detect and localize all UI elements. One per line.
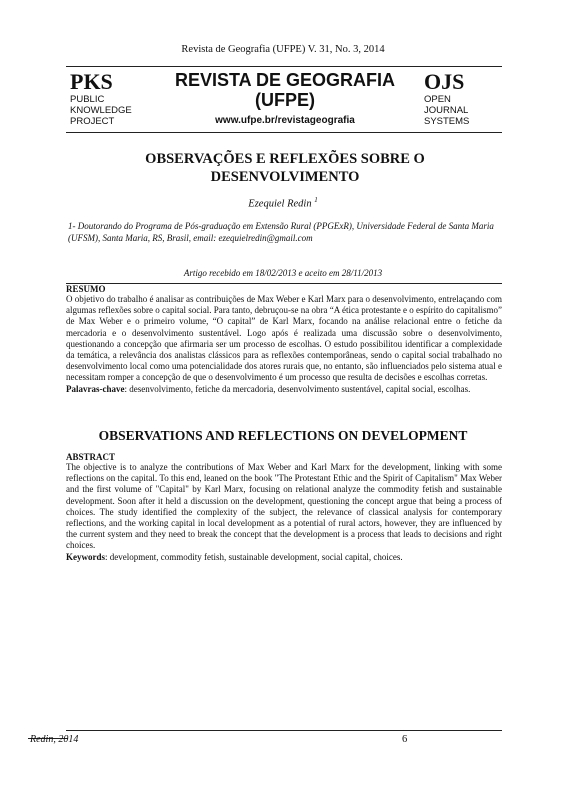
keywords-label-en: Keywords	[66, 551, 105, 562]
resumo-section	[66, 284, 502, 395]
ojs-subtitle	[424, 94, 469, 127]
journal-title-line2: (UFPE)	[255, 90, 315, 110]
pks-subtitle	[70, 94, 132, 127]
resumo-keywords	[66, 384, 502, 395]
abstract-keywords	[66, 552, 502, 563]
abstract-text: The objective is to analyze the contributions of Max Weber and Karl Marx for the development, linking with some reflections on the capital. To this end, leaned on the book "The Protestant Ethic and the Spirit of Capitalism" Max Weber and the first volume of "Capital" by Karl Marx, focusing on relational analyze the commodity fetish and sustainable development. Soon after it held a discussion on the development, questioning the concept argue that being a process of choices. The study identified the complexity of the subject, the relevance of classical analysis for contemporary reflections, and the working capital in local development as a potential of rural actors, however, they are influenced by the current system and they need to break the concept that the development is a process that leads to decisions and right choices.	[66, 462, 502, 551]
author-footnote-mark: 1	[314, 196, 318, 204]
ojs-logo: OJS	[424, 69, 465, 94]
resumo-heading: RESUMO	[66, 284, 106, 294]
pks-sub-line: PROJECT	[70, 116, 115, 127]
pks-sub-line: KNOWLEDGE	[70, 105, 132, 116]
keywords-en: : development, commodity fetish, sustainable development, social capital, choices.	[105, 551, 403, 562]
page-number: 6	[402, 734, 408, 745]
article-title-en: OBSERVATIONS AND REFLECTIONS ON DEVELOPMENT	[98, 428, 468, 443]
footer-citation: Redin, 2014	[30, 734, 79, 745]
journal-title	[150, 70, 420, 110]
ojs-sub-line: SYSTEMS	[424, 116, 470, 127]
pks-logo: PKS	[70, 69, 113, 94]
abstract-heading: ABSTRACT	[66, 452, 116, 462]
article-title-pt	[90, 150, 480, 186]
footer-rule	[66, 730, 502, 731]
article-title-line2: DESENVOLVIMENTO	[210, 169, 360, 185]
journal-title-line1: REVISTA DE GEOGRAFIA	[174, 70, 396, 90]
abstract-section	[66, 452, 502, 563]
keywords-pt: : desenvolvimento, fetiche da mercadoria, desenvolvimento sustentável, capital social, escolhas.	[124, 383, 471, 394]
ojs-sub-line: JOURNAL	[424, 105, 469, 116]
author-name	[0, 196, 566, 210]
pks-sub-line: PUBLIC	[70, 94, 105, 105]
journal-citation: Revista de Geografia (UFPE) V. 31, No. 3, 2014	[181, 44, 385, 55]
keywords-label-pt: Palavras-chave	[66, 383, 125, 394]
ojs-sub-line: OPEN	[424, 94, 451, 105]
author-affiliation: 1- Doutorando do Programa de Pós-graduação em Extensão Rural (PPGExR), Universidade Federal de Santa Maria (UFSM), Santa Maria, RS, Brasil, email: ezequielredin@gmail.com	[68, 221, 494, 243]
article-title-line1: OBSERVAÇÕES E REFLEXÕES SOBRE O	[145, 151, 425, 167]
received-date: Artigo recebido em 18/02/2013 e aceito em 28/11/2013	[183, 268, 383, 278]
header-top-rule	[66, 66, 502, 67]
journal-url[interactable]: www.ufpe.br/revistageografia	[215, 115, 355, 126]
resumo-text: O objetivo do trabalho é analisar as contribuições de Max Weber e Karl Marx para o desenvolvimento, entrelaçando com algumas reflexões sobre o capital social. Para tanto, debruçou-se na obra “A ética protestante e o espírito do capitalismo” de Max Weber e o primeiro volume, “O capital” de Karl Marx, focando na análise relacional entre o fetiche da mercadoria e o desenvolvimento sustentável. Logo após é realizada uma discussão sobre o desenvolvimento, questionando a concepção que afirmaria ser um processo de escolhas. O estudo possibilitou identificar a complexidade da temática, a relevância dos analistas clássicos para as reflexões contemporâneas, sendo o capital social trabalhado no desenvolvimento local como uma potencialidade dos atores rurais que, no entanto, são influenciados pelo sistema atual e necessitam romper a concepção de que o desenvolvimento é um processo que resulta de decisões e escolhas corretas.	[66, 294, 502, 383]
header-bottom-rule	[66, 132, 502, 133]
author-text: Ezequiel Redin	[248, 198, 312, 210]
